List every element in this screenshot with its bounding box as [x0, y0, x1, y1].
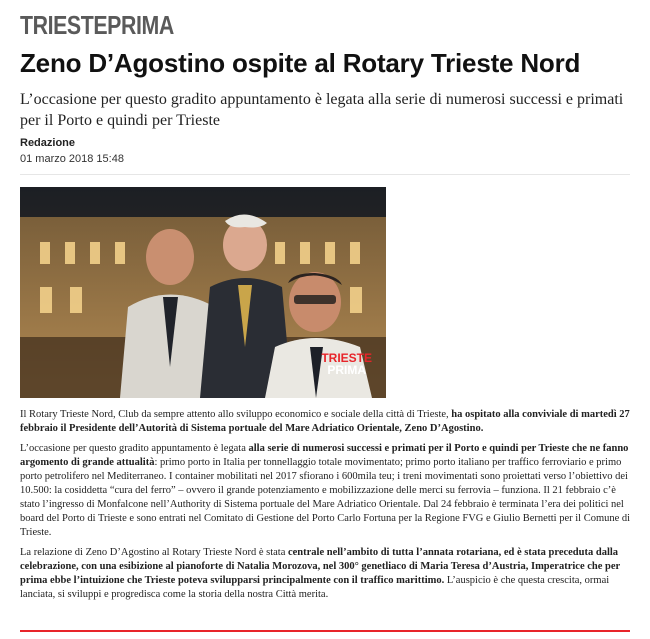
watermark-line-1: TRIESTE: [321, 351, 372, 365]
site-logo[interactable]: TRIESTEPRIMA: [20, 10, 174, 40]
article-photo[interactable]: [20, 187, 386, 398]
watermark-line-2: PRIMA: [327, 363, 366, 377]
article-author[interactable]: Redazione: [20, 137, 76, 149]
photo-watermark: [321, 352, 372, 376]
article-summary: L’occasione per questo gradito appuntamento è legata alla serie di numerosi successi e primati per il Porto e quindi per Trieste: [20, 91, 624, 129]
paragraph-text: L’auspicio è che questa crescita, ormai lanciata, si sviluppi e progredisca come la storia della nostra Città merita.: [20, 575, 610, 600]
article-paragraph: [20, 546, 634, 602]
footer-divider: [20, 630, 630, 632]
header-divider: [20, 174, 630, 175]
article-date: 01 marzo 2018 15:48: [20, 153, 124, 165]
paragraph-text: : primo porto in Italia per tonnellaggio totale movimentato; primo porto italiano per traffico ferroviario e primo porto petrolifero nel Mediterraneo. I container mobilitati nel 2017 sfiorano i 600mila teu; i treni movimentati sono proiettati verso l’obiettivo dei 10.500: la cosiddetta “cura del ferro” – ovvero il grande potenziamento e mobilizzazione delle merci su ferrovia – funziona. Il 21 febbraio c’è stato l’ingresso di Monfalcone nell’Authority di Sistema portuale del Mare Adriatico Orientale. Dal 24 febbraio è terminata l’era dei politici nel board del Porto di Trieste e sono entrati nel Comitato di Gestione del Porto Carlo Fortuna per la Regione FVG e Giulio Bernetti per il Comune di Trieste.: [20, 457, 631, 538]
paragraph-bold-text: alla serie di numerosi successi e primati per il Porto e quindi per Trieste che ne fanno argomento di grande attualità: [20, 443, 629, 468]
paragraph-text: L’occasione per questo gradito appuntamento è legata: [20, 443, 249, 454]
article-title: Zeno D’Agostino ospite al Rotary Trieste Nord: [20, 48, 581, 78]
article-paragraph: [20, 408, 634, 436]
paragraph-bold-text: centrale nell’ambito di tutta l’annata rotariana, ed è stata preceduta dalla celebrazione, con una esibizione al pianoforte di Natalia Morozova, nel 300° genetliaco di Maria Teresa d’Austria, Imperatrice che per prima ebbe l’intuizione che Trieste poteva svilupparsi principalmente con il traffico marittimo.: [20, 547, 620, 586]
paragraph-text: La relazione di Zeno D’Agostino al Rotary Trieste Nord è stata: [20, 547, 288, 558]
paragraph-text: Il Rotary Trieste Nord, Club da sempre attento allo sviluppo economico e sociale della città di Trieste,: [20, 409, 452, 420]
article-body: [20, 408, 634, 608]
paragraph-bold-text: ha ospitato alla conviviale di martedì 27 febbraio il Presidente dell’Autorità di Sistema portuale del Mare Adriatico Orientale, Zeno D’Agostino.: [20, 409, 630, 434]
article-paragraph: [20, 442, 634, 540]
